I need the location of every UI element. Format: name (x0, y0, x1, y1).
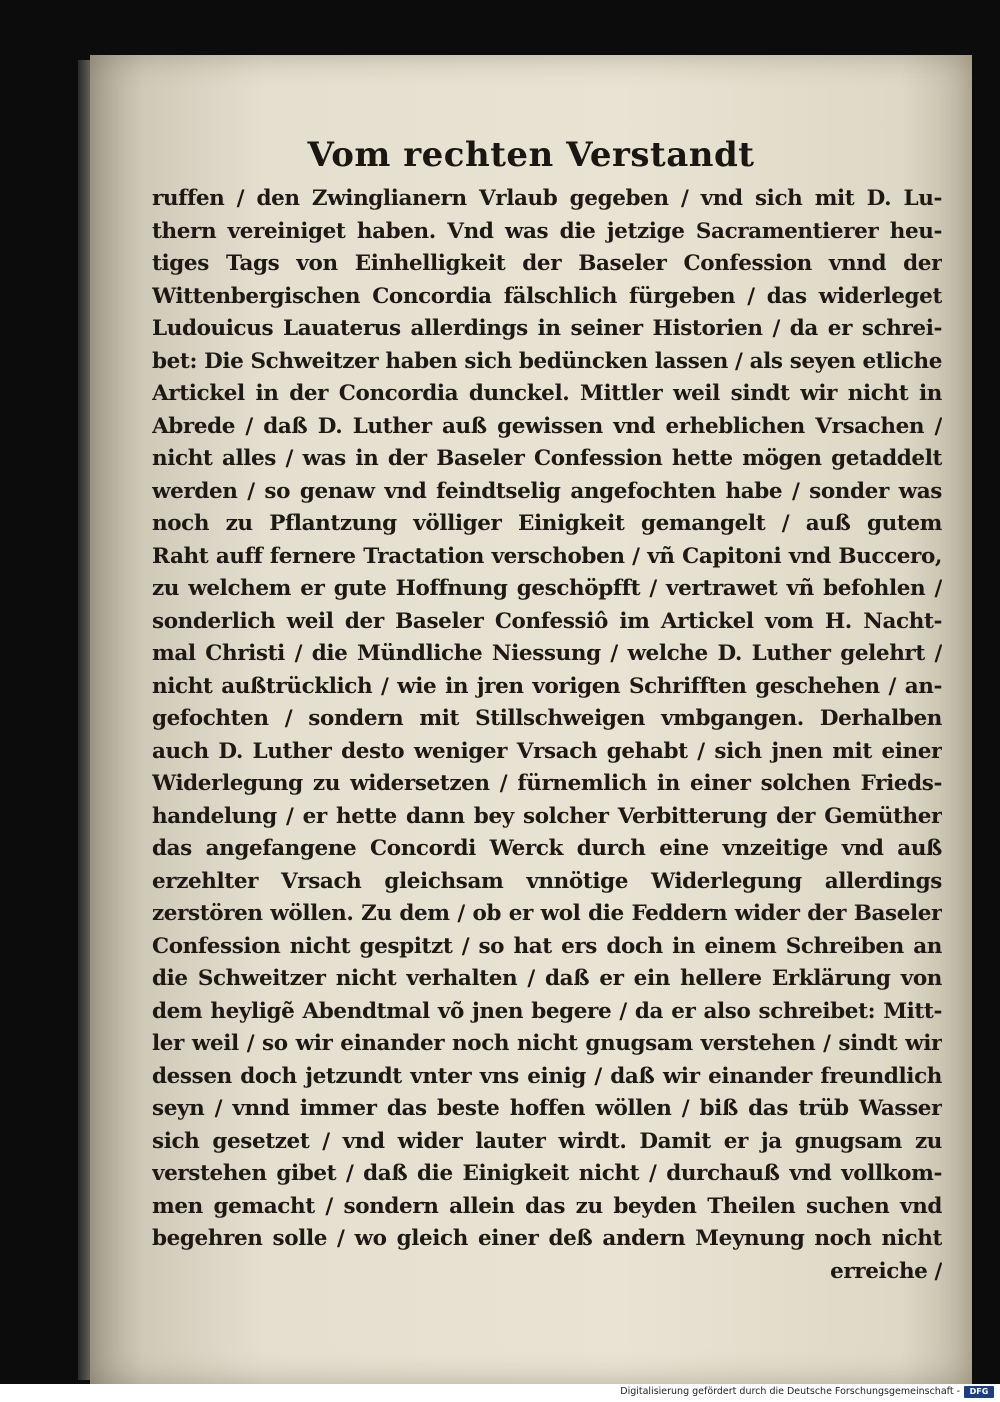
text-line: verstehen gibet / daß die Einigkeit nicht / durchauß vnd vollkom- (152, 1161, 942, 1186)
catchword: erreiche / (830, 1258, 942, 1284)
text-line: Confession nicht gespitzt / so hat ers doch in einem Schreiben an (152, 933, 942, 959)
text-line: zu welchem er gute Hoffnung geschöpfft / vertrawet vñ befohlen / (152, 576, 942, 601)
text-line: Artickel in der Concordia dunckel. Mittler weil sindt wir nicht in (152, 381, 942, 406)
text-line: Wittenbergischen Concordia fälschlich fürgeben / das widerleget (152, 283, 942, 309)
text-line: Widerlegung zu widersetzen / fürnemlich in einer solchen Frieds- (152, 771, 942, 796)
digitization-credit: Digitalisierung gefördert durch die Deutsche Forschungsgemeinschaft - (620, 1386, 960, 1397)
text-line: ruffen / den Zwinglianern Vrlaub gegeben / vnd sich mit D. Lu- (152, 186, 942, 211)
running-head: Vom rechten Verstandt (307, 135, 755, 175)
text-line: seyn / vnnd immer das beste hoffen wöllen / biß das trüb Wasser (152, 1096, 942, 1121)
text-line: Ludouicus Lauaterus allerdings in seiner Historien / da er schrei- (152, 316, 942, 341)
text-line: das angefangene Concordi Werck durch eine vnzeitige vnd auß (152, 836, 942, 861)
text-line: dem heyligẽ Abendtmal võ jnen begere / da er also schreibet: Mitt- (152, 998, 942, 1024)
body-text (152, 183, 942, 1288)
text-line: sonderlich weil der Baseler Confessiô im Artickel vom H. Nacht- (152, 608, 942, 634)
text-line: erzehlter Vrsach gleichsam vnnötige Widerlegung allerdings (152, 868, 942, 894)
text-line: nicht außtrücklich / wie in jren vorigen Schrifften geschehen / an- (152, 673, 942, 699)
text-line: werden / so genaw vnd feindtselig angefochten habe / sonder was (152, 478, 942, 504)
text-line: gefochten / sondern mit Stillschweigen vmbgangen. Derhalben (152, 706, 942, 731)
text-line: ler weil / so wir einander noch nicht gnugsam verstehen / sindt wir (152, 1031, 942, 1056)
text-line: nicht alles / was in der Baseler Confession hette mögen getaddelt (152, 446, 942, 471)
text-line: bet: Die Schweitzer haben sich bedüncken lassen / als seyen etliche (152, 348, 942, 374)
text-line: Raht auff fernere Tractation verschoben / vñ Capitoni vnd Buccero, (152, 543, 942, 569)
text-line: Abrede / daß D. Luther auß gewissen vnd erheblichen Vrsachen / (152, 413, 942, 439)
text-line: thern vereiniget haben. Vnd was die jetzige Sacramentierer heu- (152, 218, 942, 244)
dfg-logo: DFG (964, 1386, 994, 1398)
book-page (90, 55, 972, 1384)
text-line: begehren solle / wo gleich einer deß andern Meynung noch nicht (152, 1226, 942, 1251)
text-line: sich gesetzet / vnd wider lauter wirdt. Damit er ja gnugsam zu (152, 1128, 942, 1154)
text-line: men gemacht / sondern allein das zu beyden Theilen suchen vnd (152, 1193, 942, 1219)
text-line: die Schweitzer nicht verhalten / daß er ein hellere Erklärung von (152, 966, 942, 991)
text-line: auch D. Luther desto weniger Vrsach gehabt / sich jnen mit einer (152, 738, 942, 764)
text-line: tiges Tags von Einhelligkeit der Baseler Confession vnnd der (152, 251, 942, 276)
text-line: handelung / er hette dann bey solcher Verbitterung der Gemüther (152, 803, 942, 829)
text-line: mal Christi / die Mündliche Niessung / welche D. Luther gelehrt / (152, 641, 942, 666)
text-line: noch zu Pflantzung völliger Einigkeit gemangelt / auß gutem (152, 511, 942, 536)
text-line: dessen doch jetzundt vnter vns einig / daß wir einander freundlich (152, 1063, 942, 1089)
text-line: zerstören wöllen. Zu dem / ob er wol die Feddern wider der Baseler (152, 901, 942, 926)
